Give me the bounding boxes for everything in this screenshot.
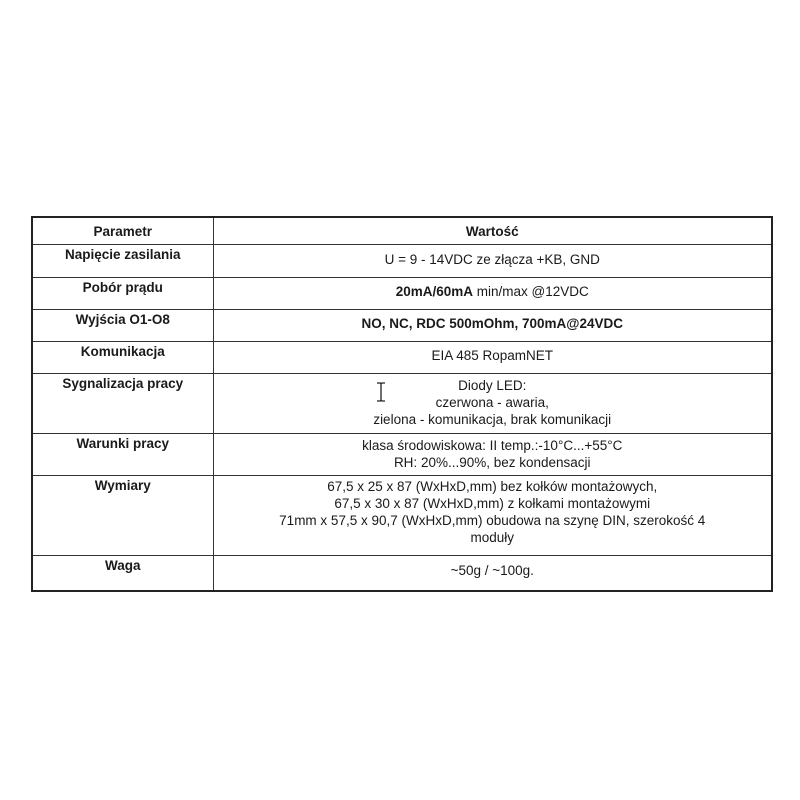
param-wymiary: Wymiary: [32, 476, 213, 556]
table-row-pobor: [32, 278, 772, 310]
value-line: 71mm x 57,5 x 90,7 (WxHxD,mm) obudowa na szynę DIN, szerokość 4: [279, 513, 706, 528]
param-komunikacja: Komunikacja: [32, 342, 213, 374]
value-line: RH: 20%...90%, bez kondensacji: [393, 455, 591, 470]
value-pobor-rest: min/max @12VDC: [473, 284, 589, 299]
table-row-napiecie: [32, 245, 772, 278]
value-line: czerwona - awaria,: [435, 395, 549, 410]
value-napiecie: U = 9 - 14VDC ze złącza +KB, GND: [213, 245, 772, 278]
header-value: Wartość: [213, 217, 772, 245]
value-pobor: [213, 278, 772, 310]
table-row-komunikacja: [32, 342, 772, 374]
header-param: Parametr: [32, 217, 213, 245]
table-row-wymiary: [32, 476, 772, 556]
param-pobor: Pobór prądu: [32, 278, 213, 310]
table-row-waga: [32, 556, 772, 592]
param-waga: Waga: [32, 556, 213, 592]
value-line: moduły: [470, 530, 515, 545]
value-komunikacja: EIA 485 RopamNET: [213, 342, 772, 374]
value-line: Diody LED:: [458, 378, 527, 393]
param-napiecie: Napięcie zasilania: [32, 245, 213, 278]
value-line: klasa środowiskowa: II temp.:-10°C...+55°C: [362, 438, 623, 453]
value-line: 67,5 x 30 x 87 (WxHxD,mm) z kołkami montażowymi: [334, 496, 651, 511]
table-row-sygnalizacja: [32, 374, 772, 434]
value-line: zielona - komunikacja, brak komunikacji: [373, 412, 612, 427]
value-line: 67,5 x 25 x 87 (WxHxD,mm) bez kołków montażowych,: [327, 479, 658, 494]
table-row-wyjscia: [32, 310, 772, 342]
value-wyjscia: NO, NC, RDC 500mOhm, 700mA@24VDC: [213, 310, 772, 342]
value-waga: ~50g / ~100g.: [213, 556, 772, 592]
value-wymiary: [213, 476, 772, 556]
table-header-row: [32, 217, 772, 245]
value-sygnalizacja: [213, 374, 772, 434]
param-warunki: Warunki pracy: [32, 434, 213, 476]
table-row-warunki: [32, 434, 772, 476]
specification-table: [31, 216, 773, 592]
param-sygnalizacja: Sygnalizacja pracy: [32, 374, 213, 434]
value-pobor-bold: 20mA/60mA: [395, 284, 474, 299]
param-wyjscia: Wyjścia O1-O8: [32, 310, 213, 342]
value-warunki: [213, 434, 772, 476]
text-cursor-icon: [375, 382, 387, 402]
